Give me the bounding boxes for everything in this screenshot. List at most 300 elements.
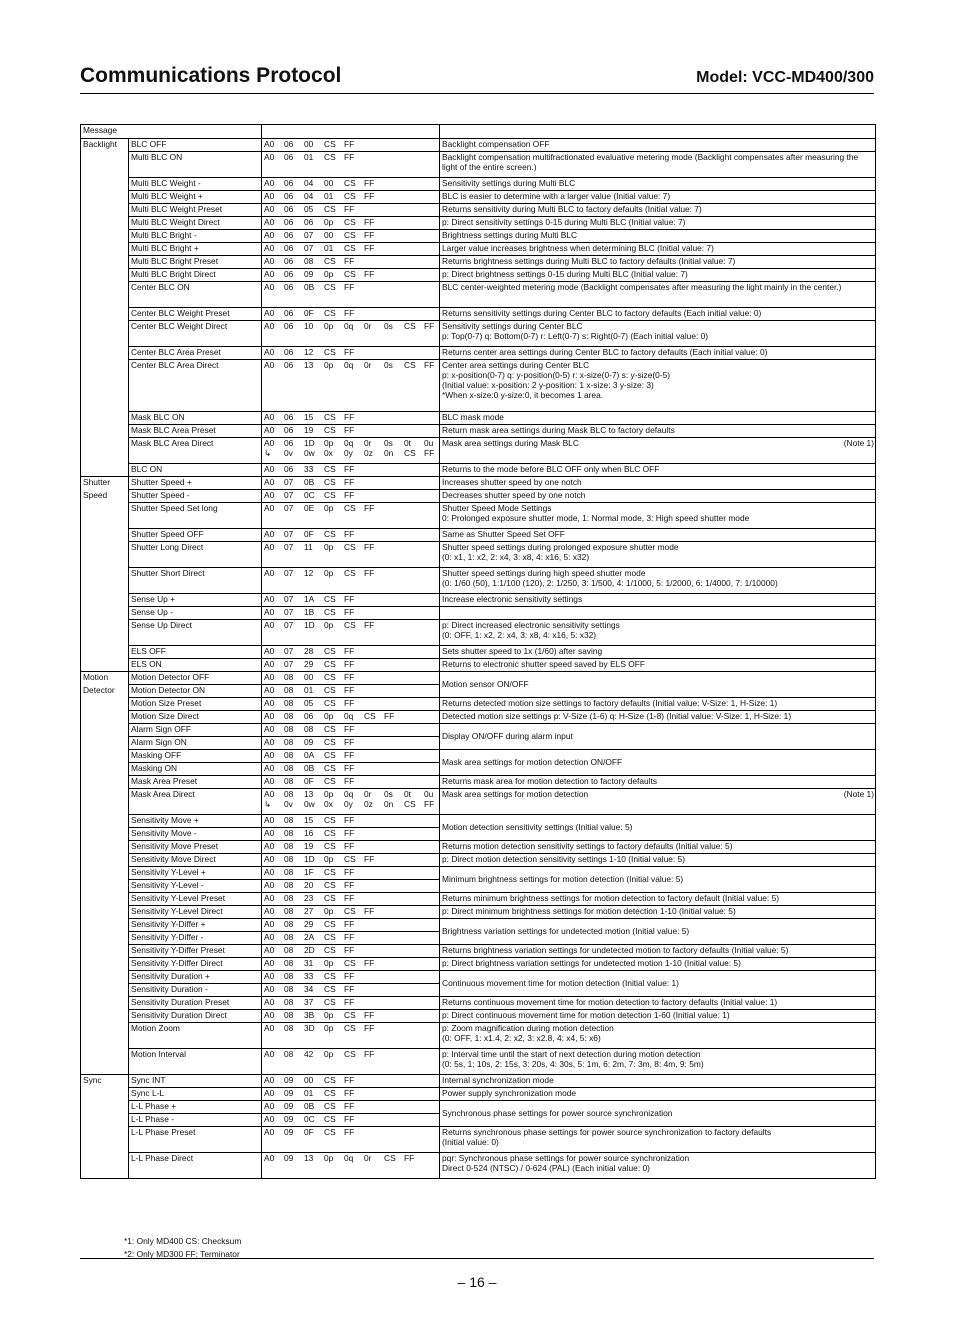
command-description <box>440 360 876 412</box>
description-text: Returns sensitivity during Multi BLC to factory defaults (Initial value: 7) <box>442 204 702 214</box>
command-name: Mask BLC Area Preset <box>129 425 262 438</box>
command-code <box>262 1153 440 1179</box>
command-description <box>440 529 876 542</box>
command-description <box>440 789 876 815</box>
code-line: A0 09 0F CS FF <box>264 1127 355 1137</box>
command-name: Multi BLC Weight - <box>129 178 262 191</box>
table-row <box>81 191 876 204</box>
description-text: BLC mask mode <box>442 412 504 422</box>
code-line: A0 06 07 01 CS FF <box>264 243 375 253</box>
code-line: A0 06 13 0p 0q 0r 0s CS FF <box>264 360 435 370</box>
code-line: A0 09 0B CS FF <box>264 1101 355 1111</box>
command-name: Motion Interval <box>129 1049 262 1075</box>
command-description <box>440 568 876 594</box>
table-row <box>81 867 876 880</box>
table-row <box>81 412 876 425</box>
code-line: ↳ 0v 0w 0x 0y 0z 0n CS FF <box>264 799 435 810</box>
command-code <box>262 672 440 685</box>
category-label: Detector <box>83 685 115 695</box>
code-line: A0 06 0F CS FF <box>264 308 355 318</box>
code-line: A0 08 0B CS FF <box>264 763 355 773</box>
code-line: A0 08 00 CS FF <box>264 672 355 682</box>
code-line: A0 06 05 CS FF <box>264 204 355 214</box>
command-code <box>262 347 440 360</box>
command-name: Center BLC Weight Preset <box>129 308 262 321</box>
command-description <box>440 906 876 919</box>
description-text: Increases shutter speed by one notch <box>442 477 582 487</box>
code-line: A0 08 3B 0p CS FF <box>264 1010 375 1020</box>
code-line: A0 08 05 CS FF <box>264 698 355 708</box>
command-code <box>262 308 440 321</box>
command-description <box>440 867 876 893</box>
command-code <box>262 750 440 763</box>
command-name: Sensitivity Y-Differ Preset <box>129 945 262 958</box>
command-name: Multi BLC Bright Preset <box>129 256 262 269</box>
table-row <box>81 672 876 685</box>
code-line: A0 06 0B CS FF <box>264 282 355 292</box>
command-code <box>262 1023 440 1049</box>
command-description <box>440 490 876 503</box>
code-line: A0 08 37 CS FF <box>264 997 355 1007</box>
command-code <box>262 594 440 607</box>
table-row <box>81 1101 876 1114</box>
description-text: Internal synchronization mode <box>442 1075 554 1085</box>
description-text: Center area settings during Center BLC p: x-position(0-7) q: y-position(0-5) r: x-size(0-7) s: y-size(0-5) (Initial value: x-position: 2 y-position: 1 x-size: 3 y-size: 3) *When x-size:0 y-size:0, it becomes 1 area. <box>442 360 671 401</box>
category-label: Speed <box>83 490 108 500</box>
command-description <box>440 139 876 152</box>
command-description <box>440 243 876 256</box>
command-code <box>262 230 440 243</box>
code-line: A0 08 20 CS FF <box>264 880 355 890</box>
description-text: Brightness settings during Multi BLC <box>442 230 578 240</box>
command-description <box>440 542 876 568</box>
command-description <box>440 698 876 711</box>
command-name: Alarm Sign OFF <box>129 724 262 737</box>
command-code <box>262 568 440 594</box>
command-name: Multi BLC ON <box>129 152 262 178</box>
code-line: A0 06 1D 0p 0q 0r 0s 0t 0u <box>264 438 434 448</box>
table-row <box>81 646 876 659</box>
code-line: A0 08 27 0p CS FF <box>264 906 375 916</box>
table-row <box>81 529 876 542</box>
protocol-table <box>80 124 876 1179</box>
header-message-cell <box>81 125 262 139</box>
command-name: Multi BLC Bright Direct <box>129 269 262 282</box>
table-row <box>81 1153 876 1179</box>
description-text: Returns mask area for motion detection to factory defaults <box>442 776 658 786</box>
command-description <box>440 1088 876 1101</box>
command-code <box>262 711 440 724</box>
command-code <box>262 360 440 412</box>
code-line: A0 08 01 CS FF <box>264 685 355 695</box>
table-row <box>81 919 876 932</box>
table-row <box>81 1127 876 1153</box>
code-line: A0 06 19 CS FF <box>264 425 355 435</box>
code-line: A0 06 07 00 CS FF <box>264 230 375 240</box>
description-text: Returns detected motion size settings to factory defaults (Initial value: V-Size: 1, H-Size: 1) <box>442 698 778 708</box>
code-line: A0 07 1D 0p CS FF <box>264 620 375 630</box>
code-line: A0 06 04 01 CS FF <box>264 191 375 201</box>
category-cell <box>81 477 129 672</box>
description-text: p: Direct increased electronic sensitivity settings (0: OFF, 1: x2, 2: x4, 3: x8, 4: x16, 5: x32) <box>442 620 620 641</box>
command-code <box>262 503 440 529</box>
command-code <box>262 191 440 204</box>
table-row <box>81 724 876 737</box>
description-text: Mask area settings during Mask BLC <box>442 438 579 448</box>
command-code <box>262 1114 440 1127</box>
command-name: Sensitivity Duration Direct <box>129 1010 262 1023</box>
command-code <box>262 945 440 958</box>
command-code <box>262 217 440 230</box>
code-line: A0 08 09 CS FF <box>264 737 355 747</box>
table-row <box>81 594 876 607</box>
table-row <box>81 1049 876 1075</box>
command-name: Sensitivity Duration + <box>129 971 262 984</box>
description-text: Power supply synchronization mode <box>442 1088 577 1098</box>
description-text: Return mask area settings during Mask BLC to factory defaults <box>442 425 675 435</box>
command-description <box>440 945 876 958</box>
code-line: A0 06 15 CS FF <box>264 412 355 422</box>
table-row <box>81 789 876 815</box>
description-text: p: Direct continuous movement time for motion detection 1-60 (Initial value: 1) <box>442 1010 730 1020</box>
table-row <box>81 139 876 152</box>
command-description <box>440 477 876 490</box>
code-line: A0 09 00 CS FF <box>264 1075 355 1085</box>
table-row <box>81 152 876 178</box>
command-name: Motion Size Preset <box>129 698 262 711</box>
category-label: Sync <box>83 1075 102 1085</box>
description-text: pqr: Synchronous phase settings for power source synchronization Direct 0-524 (NTSC) / 0-624 (PAL) (Each initial value: 0) <box>442 1153 690 1174</box>
command-description <box>440 464 876 477</box>
code-line: A0 08 31 0p CS FF <box>264 958 375 968</box>
description-text: Returns continuous movement time for motion detection to factory defaults (Initial value: 1) <box>442 997 778 1007</box>
command-code <box>262 1088 440 1101</box>
description-text: Backlight compensation multifractionated evaluative metering mode (Backlight compensates after measuring the light of the entire screen.) <box>442 152 859 173</box>
code-line: A0 06 00 CS FF <box>264 139 355 149</box>
code-line: A0 08 29 CS FF <box>264 919 355 929</box>
command-description <box>440 841 876 854</box>
command-code <box>262 321 440 347</box>
command-name: Motion Size Direct <box>129 711 262 724</box>
category-label: Motion <box>83 672 109 682</box>
table-row <box>81 568 876 594</box>
table-row <box>81 542 876 568</box>
table-row <box>81 958 876 971</box>
command-description <box>440 152 876 178</box>
code-line: A0 08 15 CS FF <box>264 815 355 825</box>
description-text: Shutter Speed Mode Settings 0: Prolonged exposure shutter mode, 1: Normal mode, 3: High speed shutter mode <box>442 503 750 524</box>
table-row <box>81 308 876 321</box>
command-name: L-L Phase Direct <box>129 1153 262 1179</box>
command-code <box>262 737 440 750</box>
command-name: Sensitivity Y-Differ - <box>129 932 262 945</box>
command-code <box>262 932 440 945</box>
command-description <box>440 282 876 308</box>
command-code <box>262 1049 440 1075</box>
command-name: Masking ON <box>129 763 262 776</box>
command-code <box>262 685 440 698</box>
command-name: Sensitivity Move Direct <box>129 854 262 867</box>
command-description <box>440 230 876 243</box>
table-row <box>81 750 876 763</box>
command-description <box>440 412 876 425</box>
table-row <box>81 360 876 412</box>
command-description <box>440 1153 876 1179</box>
code-line: A0 07 29 CS FF <box>264 659 355 669</box>
table-row <box>81 282 876 308</box>
code-line: A0 08 06 0p 0q CS FF <box>264 711 395 721</box>
code-line: A0 07 11 0p CS FF <box>264 542 375 552</box>
table-row <box>81 698 876 711</box>
description-text: Motion sensor ON/OFF <box>442 679 529 690</box>
command-code <box>262 659 440 672</box>
code-line: A0 08 34 CS FF <box>264 984 355 994</box>
command-code <box>262 880 440 893</box>
description-text: Shutter speed settings during high speed shutter mode (0: 1/60 (50), 1:1/100 (120), 2: 1/250, 3: 1/500, 4: 1/1000, 5: 1/2000, 6: 1/4000, 7: 1/10000) <box>442 568 778 589</box>
command-code <box>262 815 440 828</box>
model-label: Model: VCC-MD400/300 <box>696 69 874 86</box>
command-code <box>262 282 440 308</box>
table-row <box>81 438 876 464</box>
description-text: Larger value increases brightness when determining BLC (Initial value: 7) <box>442 243 714 253</box>
command-name: L-L Phase - <box>129 1114 262 1127</box>
description-text: Continuous movement time for motion detection (Initial value: 1) <box>442 978 679 989</box>
note-ref: (Note 1) <box>843 438 875 448</box>
table-row <box>81 269 876 282</box>
command-code <box>262 542 440 568</box>
command-name: Multi BLC Weight + <box>129 191 262 204</box>
table-row <box>81 178 876 191</box>
command-description <box>440 1101 876 1127</box>
table-row <box>81 607 876 620</box>
command-description <box>440 659 876 672</box>
table-row <box>81 477 876 490</box>
table-row <box>81 1023 876 1049</box>
footnote-line-2: *2: Only MD300 FF: Terminator <box>124 1249 240 1259</box>
code-line: A0 06 09 0p CS FF <box>264 269 375 279</box>
description-text: Returns center area settings during Center BLC to factory defaults (Each initial value: 0) <box>442 347 768 357</box>
table-row <box>81 464 876 477</box>
command-name: ELS OFF <box>129 646 262 659</box>
description-text: p: Zoom magnification during motion detection (0: OFF, 1: x1.4, 2: x2, 3: x2.8, 4: x4, 5: x6) <box>442 1023 614 1044</box>
table-row <box>81 971 876 984</box>
command-name: Motion Detector OFF <box>129 672 262 685</box>
code-line: A0 09 01 CS FF <box>264 1088 355 1098</box>
command-name: Sensitivity Move + <box>129 815 262 828</box>
description-text: Returns to electronic shutter speed saved by ELS OFF <box>442 659 645 669</box>
command-description <box>440 893 876 906</box>
code-line: A0 07 12 0p CS FF <box>264 568 375 578</box>
command-description <box>440 1010 876 1023</box>
command-name: Sync L-L <box>129 1088 262 1101</box>
description-text: Sensitivity settings during Multi BLC <box>442 178 576 188</box>
category-cell <box>81 672 129 1075</box>
description-text: p: Direct motion detection sensitivity settings 1-10 (Initial value: 5) <box>442 854 686 864</box>
command-name: Sensitivity Move Preset <box>129 841 262 854</box>
command-description <box>440 646 876 659</box>
command-name: Sensitivity Y-Level Preset <box>129 893 262 906</box>
command-code <box>262 698 440 711</box>
description-text: Returns to the mode before BLC OFF only when BLC OFF <box>442 464 660 474</box>
command-name: Sensitivity Y-Level Direct <box>129 906 262 919</box>
table-row <box>81 503 876 529</box>
command-name: Multi BLC Weight Direct <box>129 217 262 230</box>
command-name: Multi BLC Weight Preset <box>129 204 262 217</box>
code-line: ↳ 0v 0w 0x 0y 0z 0n CS FF <box>264 448 435 459</box>
description-text: p: Direct brightness variation settings for undetected motion 1-10 (Initial value: 5) <box>442 958 741 968</box>
command-name: Mask BLC ON <box>129 412 262 425</box>
code-line: A0 07 0B CS FF <box>264 477 355 487</box>
table-row <box>81 217 876 230</box>
description-text: Returns synchronous phase settings for power source synchronization to factory defaults (Initial value: 0) <box>442 1127 772 1148</box>
code-line: A0 06 04 00 CS FF <box>264 178 375 188</box>
description-text: Brightness variation settings for undetected motion (Initial value: 5) <box>442 926 690 937</box>
description-text: Shutter speed settings during prolonged exposure shutter mode (0: x1, 1: x2, 2: x4, 3: x8, 4: x16, 5: x32) <box>442 542 679 563</box>
command-code <box>262 178 440 191</box>
command-code <box>262 1101 440 1114</box>
command-name: Shutter Speed Set long <box>129 503 262 529</box>
table-row <box>81 321 876 347</box>
table-row <box>81 906 876 919</box>
command-code <box>262 412 440 425</box>
command-description <box>440 438 876 464</box>
command-name: Mask Area Direct <box>129 789 262 815</box>
command-description <box>440 711 876 724</box>
command-name: Mask BLC Area Direct <box>129 438 262 464</box>
command-name: Motion Detector ON <box>129 685 262 698</box>
command-code <box>262 425 440 438</box>
command-name: Shutter Speed - <box>129 490 262 503</box>
command-code <box>262 776 440 789</box>
code-line: A0 08 0A CS FF <box>264 750 355 760</box>
table-row <box>81 243 876 256</box>
description-text: Mask area settings for motion detection ON/OFF <box>442 757 623 768</box>
code-line: A0 06 33 CS FF <box>264 464 355 474</box>
command-code <box>262 919 440 932</box>
table-row <box>81 776 876 789</box>
command-name: Sense Up + <box>129 594 262 607</box>
command-name: L-L Phase + <box>129 1101 262 1114</box>
command-description <box>440 178 876 191</box>
command-code <box>262 620 440 646</box>
description-text: BLC center-weighted metering mode (Backlight compensates after measuring the light mainly in the center.) <box>442 282 842 292</box>
code-line: A0 09 0C CS FF <box>264 1114 355 1124</box>
command-code <box>262 204 440 217</box>
description-text: Increase electronic sensitivity settings <box>442 594 583 604</box>
footnote-line-1: *1: Only MD400 CS: Checksum <box>124 1236 242 1246</box>
table-row <box>81 841 876 854</box>
code-line: A0 08 42 0p CS FF <box>264 1049 375 1059</box>
table-row <box>81 659 876 672</box>
description-text: BLC is easier to determine with a larger value (Initial value: 7) <box>442 191 671 201</box>
command-code <box>262 529 440 542</box>
command-description <box>440 1127 876 1153</box>
description-text: Synchronous phase settings for power source synchronization <box>442 1108 673 1119</box>
description-text: Minimum brightness settings for motion detection (Initial value: 5) <box>442 874 684 885</box>
description-text: Returns brightness variation settings for undetected motion to factory defaults (Initial value: 5) <box>442 945 789 955</box>
code-line: A0 07 1B CS FF <box>264 607 355 617</box>
description-text: Same as Shutter Speed Set OFF <box>442 529 565 539</box>
description-text: p: Direct sensitivity settings 0-15 during Multi BLC (Initial value: 7) <box>442 217 686 227</box>
command-name: Shutter Speed OFF <box>129 529 262 542</box>
table-row <box>81 230 876 243</box>
table-row <box>81 893 876 906</box>
command-code <box>262 997 440 1010</box>
command-name: Sensitivity Duration - <box>129 984 262 997</box>
table-row <box>81 711 876 724</box>
table-row <box>81 945 876 958</box>
code-line: A0 08 19 CS FF <box>264 841 355 851</box>
command-description <box>440 204 876 217</box>
command-description <box>440 854 876 867</box>
command-name: Sensitivity Duration Preset <box>129 997 262 1010</box>
command-name: Shutter Short Direct <box>129 568 262 594</box>
code-line: A0 08 2A CS FF <box>264 932 355 942</box>
command-description <box>440 997 876 1010</box>
command-code <box>262 490 440 503</box>
command-code <box>262 477 440 490</box>
command-code <box>262 1127 440 1153</box>
command-description <box>440 256 876 269</box>
command-description <box>440 594 876 607</box>
command-code <box>262 841 440 854</box>
command-name: Sensitivity Y-Differ Direct <box>129 958 262 971</box>
code-line: A0 07 1A CS FF <box>264 594 355 604</box>
note-ref: (Note 1) <box>843 789 875 799</box>
code-line: A0 08 2D CS FF <box>264 945 355 955</box>
category-label: Shutter <box>83 477 111 487</box>
description-text: Mask area settings for motion detection <box>442 789 589 799</box>
command-code <box>262 971 440 984</box>
header-rule <box>80 93 874 94</box>
command-name: Center BLC ON <box>129 282 262 308</box>
table-row <box>81 1088 876 1101</box>
code-line: A0 08 23 CS FF <box>264 893 355 903</box>
command-description <box>440 607 876 620</box>
description-text: p: Interval time until the start of next detection during motion detection (0: 5s, 1: 10s, 2: 15s, 3: 20s, 4: 30s, 5: 1m, 6: 2m, 7: 3m, 8: 4m, 9: 5m) <box>442 1049 704 1070</box>
command-name: BLC OFF <box>129 139 262 152</box>
table-row <box>81 620 876 646</box>
command-code <box>262 906 440 919</box>
description-text: p: Direct brightness settings 0-15 during Multi BLC (Initial value: 7) <box>442 269 688 279</box>
command-name: Multi BLC Bright - <box>129 230 262 243</box>
command-name: BLC ON <box>129 464 262 477</box>
command-code <box>262 854 440 867</box>
description-text: Returns motion detection sensitivity settings to factory defaults (Initial value: 5) <box>442 841 733 851</box>
command-description <box>440 958 876 971</box>
description-text: Backlight compensation OFF <box>442 139 550 149</box>
header-desc-cell <box>440 125 876 139</box>
command-name: L-L Phase Preset <box>129 1127 262 1153</box>
code-line: A0 08 1F CS FF <box>264 867 355 877</box>
page-title: Communications Protocol <box>80 64 342 87</box>
description-text: Motion detection sensitivity settings (Initial value: 5) <box>442 822 633 833</box>
command-description <box>440 1023 876 1049</box>
command-code <box>262 243 440 256</box>
category-cell <box>81 139 129 477</box>
code-line: A0 07 0E 0p CS FF <box>264 503 375 513</box>
command-code <box>262 1010 440 1023</box>
command-name: Sensitivity Y-Differ + <box>129 919 262 932</box>
command-name: Alarm Sign ON <box>129 737 262 750</box>
description-text: Sensitivity settings during Center BLC p: Top(0-7) q: Bottom(0-7) r: Left(0-7) s: Right(0-7) (Each initial value: 0) <box>442 321 709 342</box>
description-text: Sets shutter speed to 1x (1/60) after saving <box>442 646 603 656</box>
code-line: A0 06 12 CS FF <box>264 347 355 357</box>
command-description <box>440 321 876 347</box>
command-name: Shutter Long Direct <box>129 542 262 568</box>
command-description <box>440 750 876 776</box>
command-code <box>262 958 440 971</box>
